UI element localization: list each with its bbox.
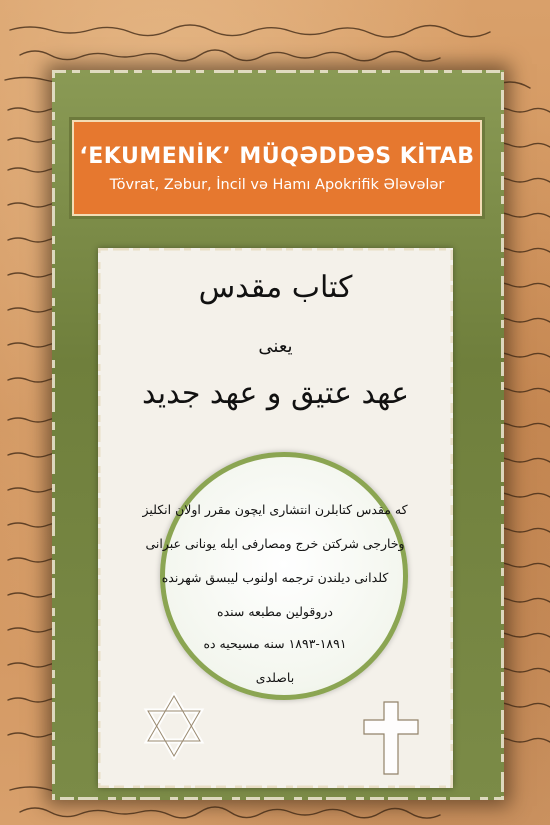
arabic-title: كتاب مقدس	[198, 270, 353, 305]
imprint-line-5: ١٨٩١-١٨٩٣ سنه مسيحيه ده	[203, 636, 347, 651]
arabic-main-title: عهد عتيق و عهد جديد	[142, 376, 409, 411]
book-title: ‘EKUMENİK’ MÜQƏDDƏS KİTAB	[79, 143, 475, 169]
imprint-line-2: وخارجى شركتن خرج ومصارفی ايله يونانى عبرانى	[145, 536, 405, 551]
book-subtitle: Tövrat, Zəbur, İncil və Hamı Apokrifik Ələvələr	[109, 176, 445, 193]
imprint-line-6: باصلدى	[255, 670, 295, 685]
imprint-line-3: كلدانى ديلندن ترجمه اولنوب ليبسق شهرنده	[161, 570, 389, 585]
title-banner	[72, 120, 482, 216]
imprint-line-4: دروقولين مطبعه سنده	[217, 604, 333, 619]
cross-icon	[362, 700, 420, 776]
arabic-middle-word: يعنى	[258, 336, 293, 357]
star-of-david-icon	[140, 692, 208, 760]
imprint-line-1: كه مقدس كتابلرن انتشاری ايچون مقرر اولان انكليز	[142, 502, 408, 517]
